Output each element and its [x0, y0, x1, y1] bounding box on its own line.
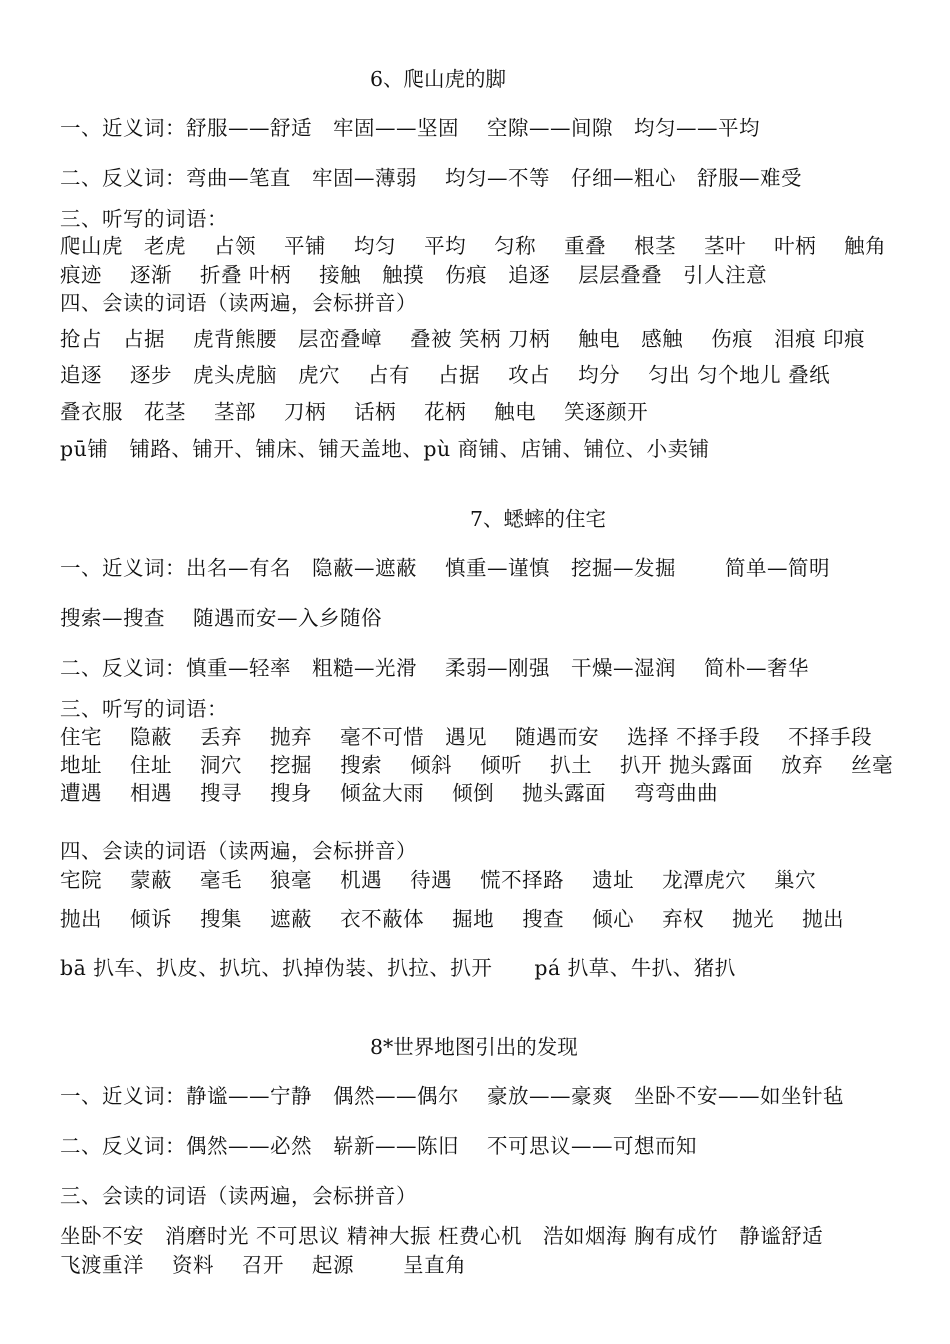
reading-words-line: 宅院 蒙蔽 毫毛 狼毫 机遇 待遇 慌不择路 遗址 龙潭虎穴 巢穴 — [60, 868, 817, 892]
reading-words-line: 追逐 逐步 虎头虎脑 虎穴 占有 占据 攻占 均分 匀出 匀个地儿 叠纸 — [60, 363, 831, 387]
reading-heading-7: 四、会读的词语（读两遍，会标拼音） — [60, 839, 417, 863]
section-title-8: 8*世界地图引出的发现 — [370, 1035, 578, 1059]
pinyin-line-7: bā 扒车、扒皮、扒坑、扒掉伪装、扒拉、扒开 pá 扒草、牛扒、猪扒 — [60, 956, 736, 980]
synonyms-line-8: 一、近义词：静谧——宁静 偶然——偶尔 豪放——豪爽 坐卧不安——如坐针毡 — [60, 1084, 845, 1108]
reading-words-line: 叠衣服 花茎 茎部 刀柄 话柄 花柄 触电 笑逐颜开 — [60, 400, 649, 424]
antonyms-line-7: 二、反义词：慎重—轻率 粗糙—光滑 柔弱—刚强 干燥—湿润 简朴—奢华 — [60, 656, 810, 680]
dictation-words-line: 痕迹 逐渐 折叠 叶柄 接触 触摸 伤痕 追逐 层层叠叠 引人注意 — [60, 263, 768, 287]
reading-words-line: 抛出 倾诉 搜集 遮蔽 衣不蔽体 掘地 搜查 倾心 弃权 抛光 抛出 — [60, 907, 845, 931]
synonyms-line-7: 一、近义词：出名—有名 隐蔽—遮蔽 慎重—谨慎 挖掘—发掘 简单—简明 — [60, 556, 831, 580]
antonyms-line-6: 二、反义词：弯曲—笔直 牢固—薄弱 均匀—不等 仔细—粗心 舒服—难受 — [60, 166, 803, 190]
dictation-words-line: 住宅 隐蔽 丢弃 抛弃 毫不可惜 遇见 随遇而安 选择 不择手段 不择手段 — [60, 725, 873, 749]
pinyin-line-6: pū铺 铺路、铺开、铺床、铺天盖地、pù 商铺、店铺、铺位、小卖铺 — [60, 437, 710, 461]
dictation-heading-7: 三、听写的词语： — [60, 697, 228, 721]
dictation-words-line: 爬山虎 老虎 占领 平铺 均匀 平均 匀称 重叠 根茎 茎叶 叶柄 触角 — [60, 234, 887, 258]
reading-heading-6: 四、会读的词语（读两遍，会标拼音） — [60, 291, 417, 315]
antonyms-line-8: 二、反义词：偶然——必然 崭新——陈旧 不可思议——可想而知 — [60, 1134, 698, 1158]
section-title-7: 7、蟋蟀的住宅 — [470, 507, 607, 531]
synonyms-line-7b: 搜索—搜查 随遇而安—入乡随俗 — [60, 606, 383, 630]
reading-heading-8: 三、会读的词语（读两遍，会标拼音） — [60, 1184, 417, 1208]
reading-words-line: 坐卧不安 消磨时光 不可思议 精神大振 枉费心机 浩如烟海 胸有成竹 静谧舒适 — [60, 1224, 824, 1248]
dictation-heading-6: 三、听写的词语： — [60, 207, 228, 231]
synonyms-line-6: 一、近义词：舒服——舒适 牢固——坚固 空隙——间隙 均匀——平均 — [60, 116, 761, 140]
reading-words-line: 抢占 占据 虎背熊腰 层峦叠嶂 叠被 笑柄 刀柄 触电 感触 伤痕 泪痕 印痕 — [60, 327, 866, 351]
dictation-words-line: 遭遇 相遇 搜寻 搜身 倾盆大雨 倾倒 抛头露面 弯弯曲曲 — [60, 781, 719, 805]
section-title-6: 6、爬山虎的脚 — [370, 67, 507, 91]
reading-words-line: 飞渡重洋 资料 召开 起源 呈直角 — [60, 1253, 467, 1277]
dictation-words-line: 地址 住址 洞穴 挖掘 搜索 倾斜 倾听 扒土 扒开 抛头露面 放弃 丝毫 — [60, 753, 894, 777]
